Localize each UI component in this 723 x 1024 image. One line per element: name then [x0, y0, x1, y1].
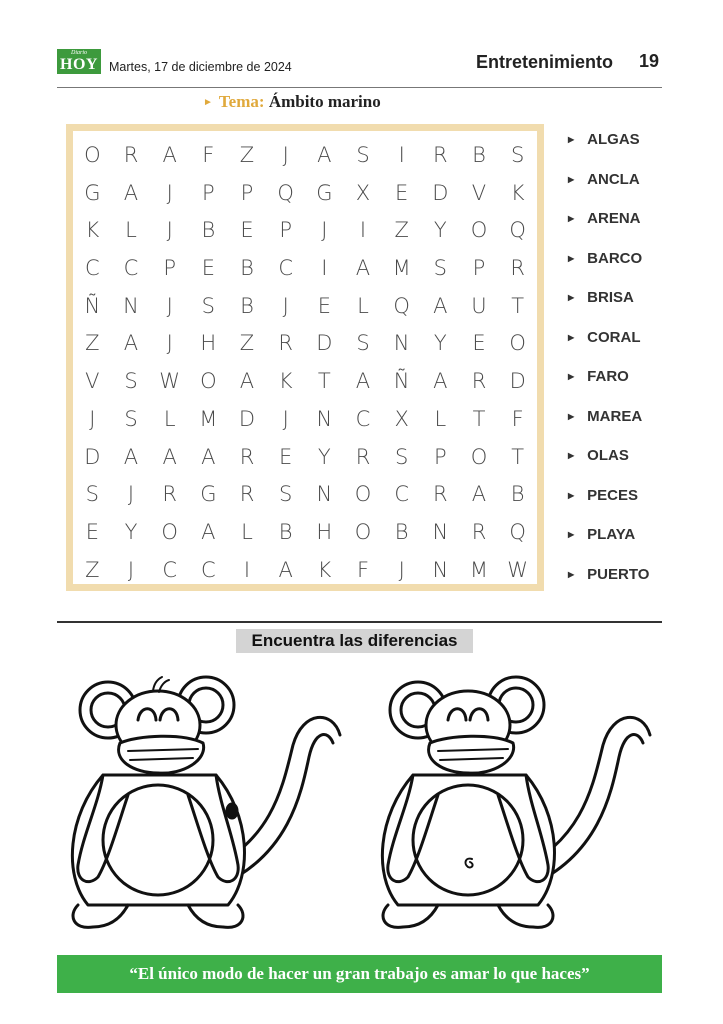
word-label: BARCO — [587, 249, 643, 267]
grid-cell: O — [84, 143, 101, 167]
grid-cell: D — [238, 406, 256, 431]
wordsearch-frame — [66, 124, 544, 591]
grid-cell: O — [354, 519, 372, 544]
grid-cell: J — [321, 218, 328, 243]
grid-cell: A — [355, 256, 371, 281]
grid-cell: O — [200, 369, 217, 394]
grid-cell: I — [321, 256, 328, 281]
grid-cell: A — [201, 519, 216, 544]
grid-cell: Y — [124, 519, 138, 544]
grid-cell: E — [395, 180, 409, 205]
word-label: PLAYA — [587, 526, 636, 543]
bullet-arrow-icon: ▶ — [568, 293, 575, 302]
word-label: PECES — [587, 486, 639, 504]
word-list-item — [568, 128, 649, 168]
grid-cell: B — [201, 218, 216, 243]
grid-cell: Q — [509, 218, 526, 243]
grid-cell: O — [470, 218, 488, 243]
bullet-arrow-icon: ▶ — [568, 530, 575, 539]
grid-cell: P — [163, 256, 176, 281]
grid-cell: J — [398, 557, 405, 582]
grid-cell: J — [166, 218, 173, 243]
grid-cell: I — [398, 143, 405, 167]
grid-cell: Z — [85, 331, 100, 356]
grid-cell: S — [394, 444, 409, 469]
grid-cell: M — [469, 557, 489, 582]
grid-cell: S — [510, 143, 525, 167]
grid-cell: K — [278, 369, 293, 394]
grid-cell: E — [201, 256, 215, 281]
word-list-item — [568, 286, 649, 326]
grid-cell: L — [125, 218, 137, 243]
word-list-item — [568, 563, 649, 603]
grid-cell: C — [84, 256, 100, 281]
grid-cell: C — [278, 256, 293, 281]
grid-cell: Y — [433, 218, 447, 243]
grid-cell: O — [509, 331, 526, 356]
grid-cell: J — [166, 331, 173, 356]
grid-cell: A — [162, 143, 177, 167]
grid-cell: E — [472, 331, 486, 356]
grid-cell: A — [239, 369, 255, 394]
grid-cell: O — [354, 482, 372, 507]
grid-cell: R — [123, 143, 139, 167]
grid-cell: D — [84, 444, 101, 469]
grid-cell: A — [355, 369, 371, 394]
grid-cell: R — [239, 444, 255, 469]
grid-cell: R — [355, 444, 371, 469]
bullet-arrow-icon: ▶ — [568, 332, 575, 342]
logo-title: HOY — [60, 56, 98, 73]
grid-cell: I — [243, 557, 251, 582]
grid-cell: Z — [85, 557, 100, 582]
grid-cell: K — [510, 180, 525, 205]
grid-cell: N — [393, 331, 410, 356]
word-label: ANCLA — [587, 170, 640, 188]
grid-cell: A — [123, 180, 139, 205]
grid-cell: N — [316, 482, 333, 507]
grid-cell: F — [202, 143, 215, 167]
grid-cell: F — [511, 406, 524, 431]
grid-cell: M — [392, 256, 411, 281]
grid-cell: A — [433, 293, 448, 318]
grid-cell: S — [433, 256, 447, 281]
word-list-item — [568, 207, 649, 247]
grid-cell: R — [239, 482, 255, 507]
grid-cell: Ñ — [393, 369, 410, 394]
grid-cell: E — [85, 519, 99, 544]
grid-cell: A — [471, 482, 487, 507]
page-number: 19 — [638, 51, 659, 71]
word-list — [568, 128, 649, 602]
grid-cell: Ñ — [84, 293, 101, 318]
grid-cell: L — [241, 519, 253, 544]
grid-cell: S — [356, 331, 370, 356]
grid-cell: B — [240, 293, 254, 318]
grid-cell: A — [123, 331, 139, 356]
quote-banner: “El único modo de hacer un gran trabajo es amar lo que haces” — [57, 955, 662, 993]
wordsearch-theme — [203, 92, 381, 112]
grid-cell: W — [159, 369, 181, 394]
grid-cell: T — [472, 406, 486, 431]
grid-cell: C — [162, 557, 177, 582]
word-list-item — [568, 484, 649, 524]
grid-cell: P — [279, 218, 292, 243]
bullet-arrow-icon: ▶ — [568, 372, 575, 381]
grid-cell: S — [124, 369, 138, 394]
word-label: ARENA — [587, 210, 641, 227]
grid-cell: R — [162, 482, 177, 507]
grid-cell: B — [472, 143, 486, 167]
grid-cell: N — [432, 557, 449, 582]
monkey-illustration-left — [58, 665, 358, 945]
grid-cell: M — [199, 406, 218, 431]
word-list-item — [568, 365, 649, 405]
grid-cell: N — [123, 293, 139, 318]
grid-cell: S — [201, 293, 215, 318]
grid-cell: R — [510, 256, 525, 281]
bullet-arrow-icon: ▶ — [568, 214, 575, 223]
section-divider — [57, 621, 662, 623]
grid-cell: A — [433, 369, 448, 394]
grid-cell: J — [89, 406, 96, 431]
grid-cell: B — [278, 519, 293, 544]
grid-cell: E — [279, 444, 293, 469]
word-label: BRISA — [587, 289, 634, 306]
grid-cell: A — [123, 444, 139, 469]
grid-cell: O — [161, 519, 178, 544]
grid-cell: R — [471, 519, 487, 544]
grid-cell: S — [85, 482, 99, 507]
grid-cell: D — [509, 369, 526, 394]
bullet-arrow-icon: ▶ — [568, 490, 575, 500]
grid-cell: L — [357, 293, 369, 318]
word-list-item — [568, 247, 649, 287]
section-title: Entretenimiento — [475, 52, 613, 72]
header-divider — [57, 87, 662, 88]
grid-cell: A — [317, 143, 332, 167]
grid-cell: J — [127, 482, 135, 507]
grid-cell: D — [316, 331, 333, 356]
grid-cell: S — [356, 143, 370, 167]
word-list-item — [568, 444, 649, 484]
grid-cell: E — [240, 218, 254, 243]
word-label: MAREA — [587, 407, 643, 425]
grid-cell: K — [317, 557, 332, 582]
grid-cell: U — [471, 293, 487, 318]
grid-cell: O — [470, 444, 488, 469]
theme-arrow-icon: ► — [203, 97, 213, 108]
grid-cell: J — [166, 180, 173, 205]
grid-cell: F — [356, 557, 370, 582]
word-label: PUERTO — [587, 565, 650, 583]
grid-cell: D — [432, 180, 449, 205]
grid-cell: Y — [433, 331, 447, 356]
grid-cell: B — [510, 482, 525, 507]
grid-cell: R — [433, 482, 448, 507]
grid-cell: R — [471, 369, 487, 394]
differences-title: Encuentra las diferencias — [236, 629, 473, 653]
grid-cell: L — [163, 406, 176, 431]
grid-cell: T — [317, 369, 331, 394]
grid-cell: J — [166, 293, 173, 318]
grid-cell: Z — [239, 331, 255, 356]
bullet-arrow-icon: ▶ — [568, 174, 575, 184]
grid-cell: H — [200, 331, 217, 356]
word-label: OLAS — [587, 447, 629, 464]
grid-cell: R — [433, 143, 448, 167]
word-label: FARO — [587, 368, 629, 385]
theme-value: Ámbito marino — [268, 92, 381, 111]
grid-cell: Q — [393, 293, 410, 318]
grid-cell: I — [359, 218, 367, 243]
grid-cell: S — [124, 406, 138, 431]
grid-cell: N — [316, 406, 333, 431]
grid-cell: C — [394, 482, 409, 507]
grid-cell: G — [84, 180, 101, 205]
grid-cell: P — [201, 180, 215, 205]
wordsearch-grid — [73, 137, 537, 589]
grid-cell: V — [471, 180, 487, 205]
word-list-item — [568, 405, 649, 445]
word-label: ALGAS — [587, 131, 640, 148]
grid-cell: G — [200, 482, 217, 507]
bullet-arrow-icon: ▶ — [568, 135, 575, 144]
grid-cell: N — [432, 519, 449, 544]
bullet-arrow-icon: ▶ — [568, 411, 575, 421]
grid-cell: B — [240, 256, 254, 281]
grid-cell: K — [85, 218, 100, 243]
grid-cell: X — [394, 406, 409, 431]
word-list-item — [568, 523, 649, 563]
logo-subtitle: Diario — [70, 50, 87, 56]
grid-cell: E — [317, 293, 331, 318]
grid-cell: P — [240, 180, 254, 205]
grid-cell: T — [511, 293, 525, 318]
grid-cell: J — [282, 143, 289, 167]
grid-cell: W — [507, 557, 529, 582]
grid-cell: Y — [317, 444, 331, 469]
bullet-arrow-icon: ▶ — [568, 569, 575, 579]
monkey-illustration-right — [368, 665, 668, 945]
grid-cell: C — [123, 256, 139, 281]
word-list-item — [568, 168, 649, 208]
theme-label: Tema: — [218, 92, 265, 111]
grid-cell: X — [355, 180, 371, 205]
grid-cell: H — [316, 519, 333, 544]
grid-cell: V — [85, 369, 100, 394]
grid-cell: R — [278, 331, 293, 356]
grid-cell: P — [433, 444, 447, 469]
grid-cell: L — [434, 406, 447, 431]
grid-cell: C — [355, 406, 371, 431]
grid-cell: J — [282, 293, 289, 318]
grid-cell: S — [278, 482, 293, 507]
grid-cell: B — [394, 519, 409, 544]
grid-cell: Z — [394, 218, 409, 243]
grid-cell: J — [127, 557, 135, 582]
grid-cell: Q — [277, 180, 294, 205]
grid-cell: G — [316, 180, 333, 205]
word-label: CORAL — [587, 328, 641, 346]
grid-cell: A — [162, 444, 177, 469]
grid-cell: Z — [239, 143, 255, 167]
grid-cell: J — [282, 406, 289, 431]
grid-cell: A — [278, 557, 293, 582]
grid-cell: P — [472, 256, 486, 281]
grid-cell: C — [200, 557, 216, 582]
word-list-item — [568, 326, 649, 366]
bullet-arrow-icon: ▶ — [568, 451, 575, 460]
bullet-arrow-icon: ▶ — [568, 253, 575, 263]
grid-cell: A — [201, 444, 216, 469]
grid-cell: T — [511, 444, 525, 469]
grid-cell: Q — [509, 519, 526, 544]
newspaper-logo — [57, 49, 101, 74]
issue-date: Martes, 17 de diciembre de 2024 — [109, 60, 292, 74]
